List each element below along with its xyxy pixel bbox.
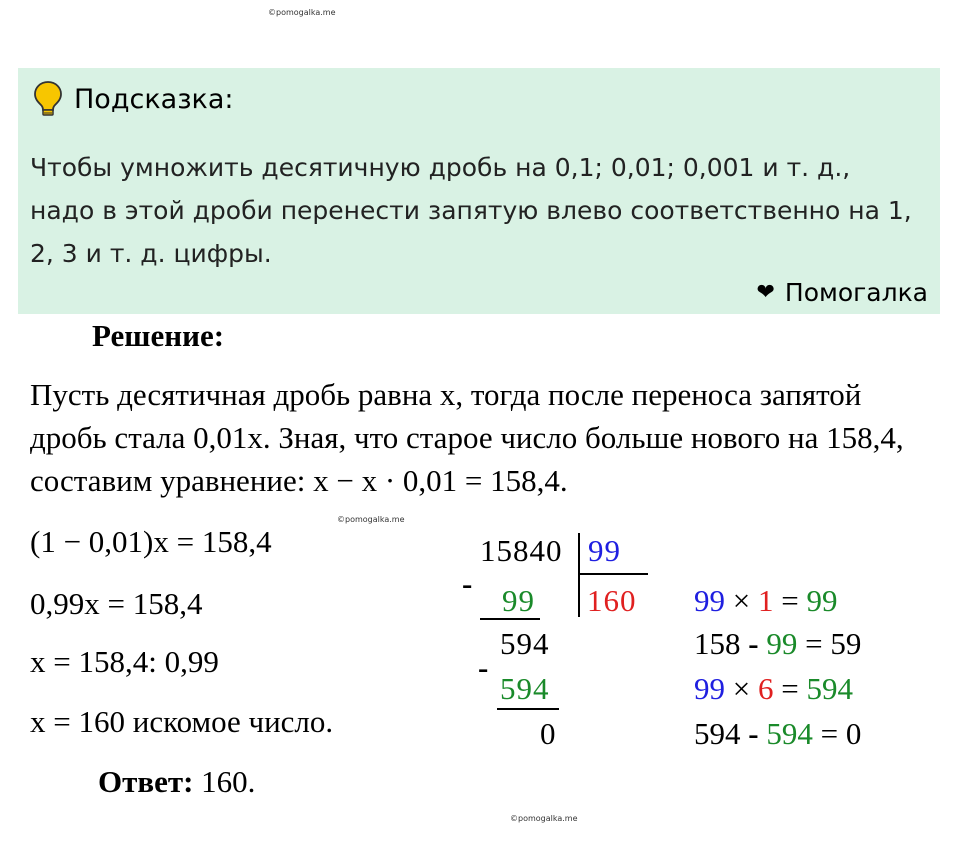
watermark-middle: ©pomogalka.me bbox=[337, 515, 405, 524]
division-quotient-line bbox=[580, 573, 648, 575]
watermark-bottom: ©pomogalka.me bbox=[510, 814, 578, 823]
calc-3-op: × bbox=[725, 671, 758, 706]
final-remainder: 0 bbox=[540, 716, 557, 751]
lightbulb-icon bbox=[32, 80, 64, 118]
brand-name: Помогалка bbox=[784, 278, 928, 307]
calc-4-b: 594 bbox=[766, 716, 813, 751]
division-vertical-line bbox=[578, 533, 580, 617]
watermark-top: ©pomogalka.me bbox=[268, 8, 336, 17]
minus-sign-2: - bbox=[478, 650, 490, 685]
solution-text: Пусть десятичная дробь равна x, тогда после переноса запятой дробь стала 0,01x. Зная, что старое число больше нового на 158,4, составим уравнение: x − x · 0,01 = 158,4. bbox=[30, 377, 904, 498]
calc-4-eq: = bbox=[812, 716, 846, 751]
calc-1-op: × bbox=[725, 583, 758, 618]
calc-2-a: 158 bbox=[694, 626, 741, 661]
minus-sign-1: - bbox=[462, 566, 474, 601]
calc-2-b: 99 bbox=[766, 626, 798, 661]
calc-line-3 bbox=[694, 671, 853, 707]
calc-2-op: - bbox=[740, 626, 767, 661]
hint-title bbox=[32, 80, 234, 118]
brand bbox=[756, 278, 928, 307]
calc-line-2 bbox=[694, 626, 861, 662]
equation-1: (1 − 0,01)x = 158,4 bbox=[30, 524, 272, 559]
calc-1-c: 99 bbox=[806, 583, 838, 618]
calc-1-a: 99 bbox=[694, 583, 725, 618]
calc-1-b: 1 bbox=[757, 583, 774, 618]
calc-2-eq: = bbox=[797, 626, 831, 661]
quotient: 160 bbox=[587, 583, 637, 618]
equation-3: x = 158,4: 0,99 bbox=[30, 644, 219, 679]
calc-3-eq: = bbox=[773, 671, 807, 706]
calc-line-4 bbox=[694, 716, 861, 752]
underline-1 bbox=[480, 618, 540, 620]
answer-value: 160. bbox=[193, 764, 256, 799]
divisor: 99 bbox=[588, 533, 621, 568]
heart-icon: ❤ bbox=[756, 280, 775, 305]
subtrahend-1: 99 bbox=[502, 583, 535, 618]
equation-4: x = 160 искомое число. bbox=[30, 704, 334, 739]
subtrahend-2: 594 bbox=[500, 671, 550, 706]
calc-line-1 bbox=[694, 583, 837, 619]
calc-3-c: 594 bbox=[806, 671, 853, 706]
calc-3-b: 6 bbox=[757, 671, 774, 706]
dividend: 15840 bbox=[480, 533, 563, 568]
calc-1-eq: = bbox=[773, 583, 807, 618]
calc-4-c: 0 bbox=[845, 716, 862, 751]
calc-4-op: - bbox=[740, 716, 767, 751]
remainder-1: 594 bbox=[500, 626, 550, 661]
answer bbox=[98, 764, 255, 800]
underline-2 bbox=[497, 708, 559, 710]
calc-3-a: 99 bbox=[694, 671, 725, 706]
calc-4-a: 594 bbox=[694, 716, 741, 751]
solution-heading: Решение: bbox=[92, 318, 225, 353]
calc-2-c: 59 bbox=[830, 626, 862, 661]
answer-label: Ответ: bbox=[98, 764, 194, 799]
hint-text: Чтобы умножить десятичную дробь на 0,1; 0,01; 0,001 и т. д., надо в этой дроби перенести запятую влево соответственно на 1, 2, 3 и т. д. цифры. bbox=[30, 153, 912, 268]
equation-2: 0,99x = 158,4 bbox=[30, 586, 203, 621]
hint-title-text: Подсказка: bbox=[74, 83, 234, 115]
